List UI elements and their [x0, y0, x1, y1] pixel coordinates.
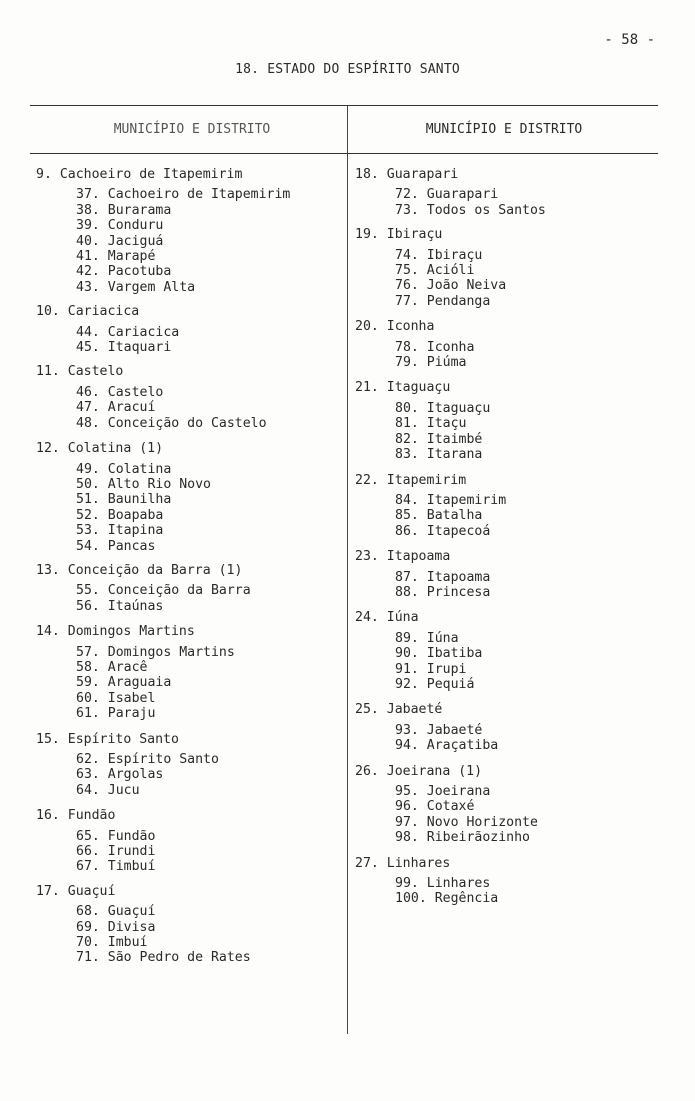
district-list — [76, 385, 336, 431]
district-item: 86. Itapecoá — [395, 523, 491, 539]
district-item: 83. Itarana — [395, 447, 483, 463]
municipio-entry — [355, 549, 655, 600]
district-list — [76, 645, 336, 722]
district-item: 49. Colatina — [76, 461, 172, 477]
district-item: 90. Ibatiba — [395, 646, 483, 662]
district-item: 77. Pendanga — [395, 293, 491, 309]
district-item: 46. Castelo — [76, 384, 164, 400]
municipio-name: 10. Cariacica — [36, 304, 140, 320]
district-item: 69. Divisa — [76, 919, 156, 935]
district-list — [395, 248, 655, 310]
municipio-entry — [355, 167, 655, 218]
district-item: 47. Aracuí — [76, 400, 156, 416]
municipio-entry — [355, 764, 655, 846]
municipio-name: 17. Guaçuí — [36, 883, 116, 899]
municipio-name: 21. Itaguaçu — [355, 380, 451, 396]
district-item: 40. Jaciguá — [76, 233, 164, 249]
district-list — [76, 187, 336, 295]
district-item: 87. Itapoama — [395, 569, 491, 585]
district-item: 73. Todos os Santos — [395, 202, 546, 218]
municipio-name: 27. Linhares — [355, 855, 451, 871]
district-item: 41. Marapé — [76, 249, 156, 265]
right-column — [355, 167, 655, 907]
municipio-entry — [355, 319, 655, 370]
district-item: 51. Baunilha — [76, 492, 172, 508]
district-list — [395, 493, 655, 539]
municipio-entry — [355, 610, 655, 692]
district-item: 96. Cotaxé — [395, 799, 475, 815]
district-item: 78. Iconha — [395, 339, 475, 355]
municipio-name: 26. Joeirana (1) — [355, 763, 483, 779]
district-item: 37. Cachoeiro de Itapemirim — [76, 187, 291, 203]
district-item: 82. Itaimbé — [395, 431, 483, 447]
district-item: 68. Guaçuí — [76, 904, 156, 920]
municipio-name: 20. Iconha — [355, 319, 435, 335]
district-list — [76, 904, 336, 966]
district-item: 76. João Neiva — [395, 278, 507, 294]
district-list — [395, 876, 655, 907]
municipio-entry — [355, 702, 655, 753]
district-list — [395, 401, 655, 463]
district-item: 59. Araguaia — [76, 675, 172, 691]
district-item: 65. Fundão — [76, 828, 156, 844]
district-item: 92. Pequiá — [395, 676, 475, 692]
municipio-entry — [36, 167, 336, 295]
district-item: 88. Princesa — [395, 584, 491, 600]
district-item: 93. Jabaeté — [395, 722, 483, 738]
district-list — [76, 752, 336, 798]
district-list — [395, 784, 655, 846]
district-item: 43. Vargem Alta — [76, 279, 196, 295]
table-top-rule — [30, 105, 658, 106]
municipio-entry — [36, 884, 336, 966]
header-right: MUNICÍPIO E DISTRITO — [425, 122, 583, 137]
municipio-entry — [355, 380, 655, 462]
municipio-name: 9. Cachoeiro de Itapemirim — [36, 167, 243, 182]
header-bottom-rule — [30, 153, 658, 154]
district-list — [76, 829, 336, 875]
district-item: 63. Argolas — [76, 767, 164, 783]
district-list — [395, 723, 655, 754]
left-column — [36, 167, 336, 966]
district-item: 89. Iúna — [395, 630, 459, 646]
district-item: 44. Cariacica — [76, 324, 180, 340]
district-item: 70. Imbuí — [76, 935, 148, 951]
district-item: 45. Itaquari — [76, 340, 172, 356]
district-list — [76, 325, 336, 356]
district-item: 84. Itapemirim — [395, 492, 507, 508]
district-item: 58. Aracê — [76, 659, 148, 675]
municipio-name: 14. Domingos Martins — [36, 624, 195, 640]
district-item: 100. Regência — [395, 891, 499, 907]
district-item: 95. Joeirana — [395, 784, 491, 799]
district-item: 48. Conceição do Castelo — [76, 415, 267, 431]
municipio-entry — [36, 732, 336, 799]
district-item: 56. Itaúnas — [76, 598, 164, 614]
district-list — [395, 187, 655, 218]
district-item: 71. São Pedro de Rates — [76, 950, 251, 966]
municipio-name: 11. Castelo — [36, 364, 124, 380]
district-item: 74. Ibiraçu — [395, 247, 483, 263]
district-item: 62. Espírito Santo — [76, 752, 219, 767]
district-item: 42. Pacotuba — [76, 264, 172, 280]
district-item: 64. Jucu — [76, 782, 140, 798]
district-item: 66. Irundi — [76, 844, 156, 860]
district-item: 38. Burarama — [76, 202, 172, 218]
header-left: MUNICÍPIO E DISTRITO — [113, 122, 271, 137]
district-item: 91. Irupi — [395, 661, 467, 677]
district-item: 61. Paraju — [76, 706, 156, 722]
municipio-entry — [36, 304, 336, 355]
municipio-name: 15. Espírito Santo — [36, 731, 179, 747]
municipio-name: 16. Fundão — [36, 808, 116, 824]
district-item: 80. Itaguaçu — [395, 400, 491, 416]
district-item: 99. Linhares — [395, 876, 491, 892]
district-list — [395, 570, 655, 601]
district-item: 60. Isabel — [76, 690, 156, 706]
page-title: 18. ESTADO DO ESPÍRITO SANTO — [235, 62, 460, 77]
district-item: 72. Guarapari — [395, 187, 499, 203]
district-item: 50. Alto Rio Novo — [76, 476, 211, 492]
district-item: 94. Araçatiba — [395, 738, 499, 754]
district-item: 81. Itaçu — [395, 416, 467, 432]
district-list — [395, 631, 655, 693]
district-item: 67. Timbuí — [76, 859, 156, 875]
municipio-name: 12. Colatina (1) — [36, 441, 164, 457]
district-item: 55. Conceição da Barra — [76, 583, 251, 599]
municipio-name: 18. Guarapari — [355, 167, 459, 182]
municipio-entry — [36, 441, 336, 554]
municipio-entry — [355, 473, 655, 540]
municipio-entry — [36, 364, 336, 431]
district-list — [76, 462, 336, 554]
district-item: 98. Ribeirãozinho — [395, 830, 530, 846]
page-number: - 58 - — [604, 32, 655, 48]
municipio-entry — [36, 624, 336, 721]
municipio-entry — [355, 227, 655, 309]
municipio-name: 23. Itapoama — [355, 549, 451, 565]
district-item: 75. Acióli — [395, 263, 475, 279]
municipio-name: 24. Iúna — [355, 610, 419, 626]
district-item: 57. Domingos Martins — [76, 644, 235, 660]
municipio-entry — [36, 563, 336, 614]
column-divider — [347, 106, 348, 1034]
municipio-name: 25. Jabaeté — [355, 702, 443, 718]
district-item: 79. Piúma — [395, 355, 467, 371]
district-item: 39. Conduru — [76, 218, 164, 234]
district-list — [76, 583, 336, 614]
district-item: 97. Novo Horizonte — [395, 814, 538, 830]
municipio-name: 19. Ibiraçu — [355, 227, 443, 243]
district-item: 54. Pancas — [76, 538, 156, 554]
district-item: 53. Itapina — [76, 523, 164, 539]
municipio-entry — [355, 856, 655, 907]
municipio-entry — [36, 808, 336, 875]
municipio-name: 22. Itapemirim — [355, 472, 467, 488]
district-list — [395, 340, 655, 371]
district-item: 85. Batalha — [395, 508, 483, 524]
district-item: 52. Boapaba — [76, 507, 164, 523]
municipio-name: 13. Conceição da Barra (1) — [36, 562, 243, 578]
